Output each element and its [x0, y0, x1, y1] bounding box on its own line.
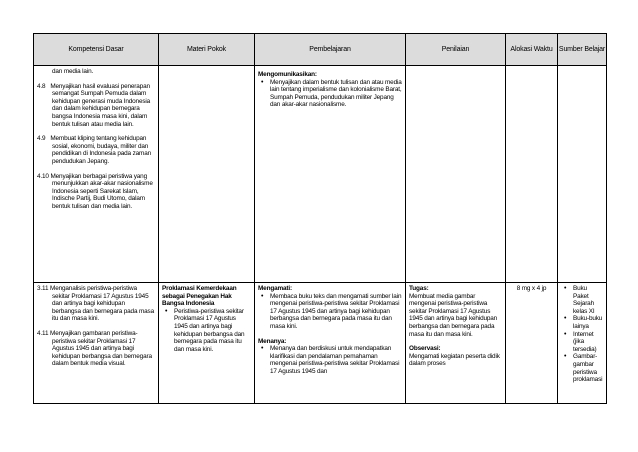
mengamati-title: Mengamati: — [258, 285, 293, 292]
kd-number: 4.8 — [37, 82, 46, 90]
header-sumber-belajar: Sumber Belajar — [558, 34, 607, 66]
table-row — [34, 66, 607, 283]
header-alokasi-waktu: Alokasi Waktu — [506, 34, 558, 66]
kd-text: Menyajikan gambaran peristiwa-peristiwa sekitar Proklamasi 17 Agustus 1945 dan artinya bagi kehidupan berbangsa dan bernegara dalam bentuk media visual. — [50, 329, 152, 368]
header-kompetensi-dasar: Kompetensi Dasar — [34, 34, 159, 66]
tugas-text: Membuat media gambar mengenai peristiwa-peristiwa sekitar Proklamasi 17 Agustus 1945 dan artinya bagi kehidupan berbangsa dan bernegara pada masa itu dan masa kini. — [409, 292, 498, 338]
penilaian-cell — [406, 283, 506, 404]
kd-continuation: dan media lain. — [52, 68, 94, 75]
kd-4-11 — [37, 330, 155, 368]
list-item: • Membaca buku teks dan mengamati sumber lain mengenai peristiwa-peristiwa sekitar Proklamasi 17 Agustus 1945 dan artinya bagi kehidupan berbangsa dan bernegara pada masa itu dan masa kini. — [270, 293, 402, 331]
alokasi-cell — [506, 283, 558, 404]
kd-3-11 — [37, 285, 155, 323]
kd-number: 3.11 — [37, 285, 49, 292]
kd-number: 4.11 — [37, 329, 49, 337]
kd-number: 4.10 — [37, 172, 49, 180]
materi-cell — [159, 66, 255, 283]
kd-number: 4.9 — [37, 135, 46, 143]
syllabus-table — [33, 33, 607, 404]
pembelajaran-cell — [255, 283, 406, 404]
sumber-cell — [558, 66, 607, 283]
penilaian-cell — [406, 66, 506, 283]
kd-4-10 — [37, 173, 155, 211]
kd-text: Menyajikan berbagai peristiwa yang menunjukkan akar-akar nasionalisme Indonesia seperti Sarekat Islam, Indische Partij, Budi Utomo, dalam bentuk tulisan dan media lain. — [50, 172, 153, 210]
observasi-title: Observasi: — [409, 345, 441, 353]
list-item: • Menyajikan dalam bentuk tulisan dan atau media lain tentang imperialisme dan kolonialisme Barat, Sumpah Pemuda, pendudukan militer Jepang dan akar-akar nasionalisme. — [270, 79, 402, 109]
header-row — [34, 34, 607, 66]
kd-4-9 — [37, 135, 155, 165]
header-penilaian: Penilaian — [406, 34, 506, 66]
pembelajaran-cell — [255, 66, 406, 283]
materi-title: Proklamasi Kemerdekaan sebagai Penegakan Hak Bangsa Indonesia — [162, 285, 237, 308]
list-item: • Peristiwa-peristiwa sekitar Proklamasi 17 Agustus 1945 dan artinya bagi kehidupan berbangsa dan bernegara pada masa itu dan masa kini. — [174, 308, 251, 354]
list-item: • Gambar-gambar peristiwa proklamasi — [573, 353, 603, 383]
table-row — [34, 283, 607, 404]
tugas-title: Tugas: — [409, 285, 429, 292]
kd-text: Membuat kliping tentang kehidupan sosial, ekonomi, budaya, militer dan pendidikan di Indonesia pada zaman pendudukan Jepang. — [50, 135, 152, 165]
alokasi-value: 8 mg x 4 jp — [516, 285, 547, 292]
list-item: • Internet (jika tersedia) — [573, 331, 603, 354]
mengomunikasikan-title: Mengomunikasikan: — [258, 71, 317, 78]
sumber-cell — [558, 283, 607, 404]
observasi-text: Mengamati kegiatan peserta didik dalam proses — [409, 352, 500, 368]
kd-text: Menganalisis peristiwa-peristiwa sekitar Proklamasi 17 Agustus 1945 dan artinya bagi kehidupan berbangsa dan bernegara pada masa itu dan masa kini. — [50, 285, 154, 323]
kompetensi-cell — [34, 283, 159, 404]
list-item: • Menanya dan berdiskusi untuk mendapatkan klarifikasi dan pendalaman pemahaman mengenai peristiwa-peristiwa sekitar Proklamasi 17 Agustus 1945 dan — [270, 345, 402, 375]
kd-text: Menyajikan hasil evaluasi penerapan semangat Sumpah Pemuda dalam kehidupan generasi muda Indonesia dan dalam kehidupan bernegara bangsa Indonesia masa kini, dalam bentuk tulisan atau media lain. — [50, 82, 151, 128]
list-item: • Buku-buku lainya — [573, 315, 603, 330]
menanya-title: Menanya: — [258, 337, 287, 345]
materi-cell — [159, 283, 255, 404]
alokasi-cell — [506, 66, 558, 283]
header-pembelajaran: Pembelajaran — [255, 34, 406, 66]
list-item: • Buku Paket Sejarah kelas XI — [573, 285, 603, 315]
kd-4-8 — [37, 83, 155, 129]
header-materi-pokok: Materi Pokok — [159, 34, 255, 66]
kompetensi-cell — [34, 66, 159, 283]
